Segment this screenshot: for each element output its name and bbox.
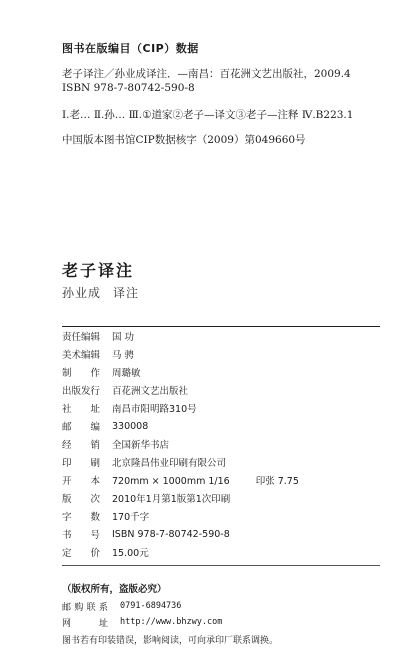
contact-label: 邮购联系 (62, 602, 108, 613)
meta-value: 百花洲文艺出版社 (112, 386, 189, 397)
book-title: 老子译注 (62, 261, 135, 280)
meta-label: 印刷 (62, 458, 100, 469)
meta-label: 出版发行 (62, 386, 101, 397)
cip-record-line: 中国版本图书馆CIP数据核字（2009）第049660号 (62, 134, 306, 146)
meta-row (62, 473, 299, 487)
meta-label: 字数 (62, 512, 100, 523)
print-error-notice: 图书若有印装错误，影响阅读，可向承印厂联系调换。 (62, 636, 279, 646)
meta-value: 北京隆昌伟业印刷有限公司 (112, 458, 227, 469)
meta-label: 责任编辑 (62, 332, 101, 343)
meta-label: 邮编 (62, 422, 100, 433)
meta-value: 全国新华书店 (112, 440, 170, 451)
meta-label: 版次 (62, 494, 100, 505)
contact-label: 网址 (62, 618, 108, 629)
meta-row (62, 437, 169, 451)
meta-label: 美术编辑 (62, 350, 101, 361)
format-value: 720mm × 1000mm 1/16 (112, 476, 230, 487)
meta-row (62, 365, 141, 379)
meta-value: 南昌市阳明路310号 (112, 404, 197, 415)
contact-row (62, 615, 222, 629)
meta-value: 15.00元 (112, 548, 149, 559)
author-line (62, 284, 139, 301)
printed-sheets: 印张 7.75 (255, 476, 299, 487)
rights-notice: （版权所有，盗版必究） (62, 584, 167, 595)
cip-classification-line: Ⅰ.老… Ⅱ.孙… Ⅲ.①道家②老子—译文③老子—注释 Ⅳ.B223.1 (62, 109, 354, 121)
contact-row (62, 599, 181, 613)
meta-label: 经销 (62, 440, 100, 451)
meta-row (62, 509, 149, 523)
meta-row (62, 347, 134, 361)
author-role: 译注 (113, 286, 140, 300)
bottom-rule (62, 565, 380, 566)
meta-label: 开本 (62, 476, 100, 487)
meta-value: 170千字 (112, 512, 150, 523)
author-name: 孙业成 (62, 286, 102, 300)
meta-row (62, 491, 230, 505)
cip-heading: 图书在版编目（CIP）数据 (62, 42, 199, 55)
meta-value: 马 骋 (112, 350, 135, 361)
meta-row (62, 455, 226, 469)
meta-row (62, 329, 134, 343)
meta-row (62, 527, 230, 541)
cip-title-line: 老子译注／孙业成译注．—南昌：百花洲文艺出版社，2009.4 (62, 68, 351, 80)
meta-row (62, 401, 197, 415)
top-rule (62, 326, 380, 327)
meta-row (62, 383, 188, 397)
cip-isbn-line: ISBN 978-7-80742-590-8 (62, 82, 195, 94)
meta-row (62, 419, 148, 433)
meta-value: 国 功 (112, 332, 135, 343)
mail-order-phone: 0791-6894736 (120, 601, 182, 611)
meta-value (112, 473, 299, 487)
meta-label: 定价 (62, 548, 100, 559)
meta-value: 2010年1月第1版第1次印刷 (112, 494, 231, 505)
meta-value: 330008 (112, 420, 149, 432)
meta-label: 制作 (62, 368, 100, 379)
meta-label: 社址 (62, 404, 100, 415)
meta-value: ISBN 978-7-80742-590-8 (112, 528, 230, 540)
meta-row (62, 545, 149, 559)
website-link[interactable]: http://www.bhzwy.com (120, 617, 223, 627)
meta-value: 周璐敏 (112, 368, 141, 379)
meta-label: 书号 (62, 530, 100, 541)
